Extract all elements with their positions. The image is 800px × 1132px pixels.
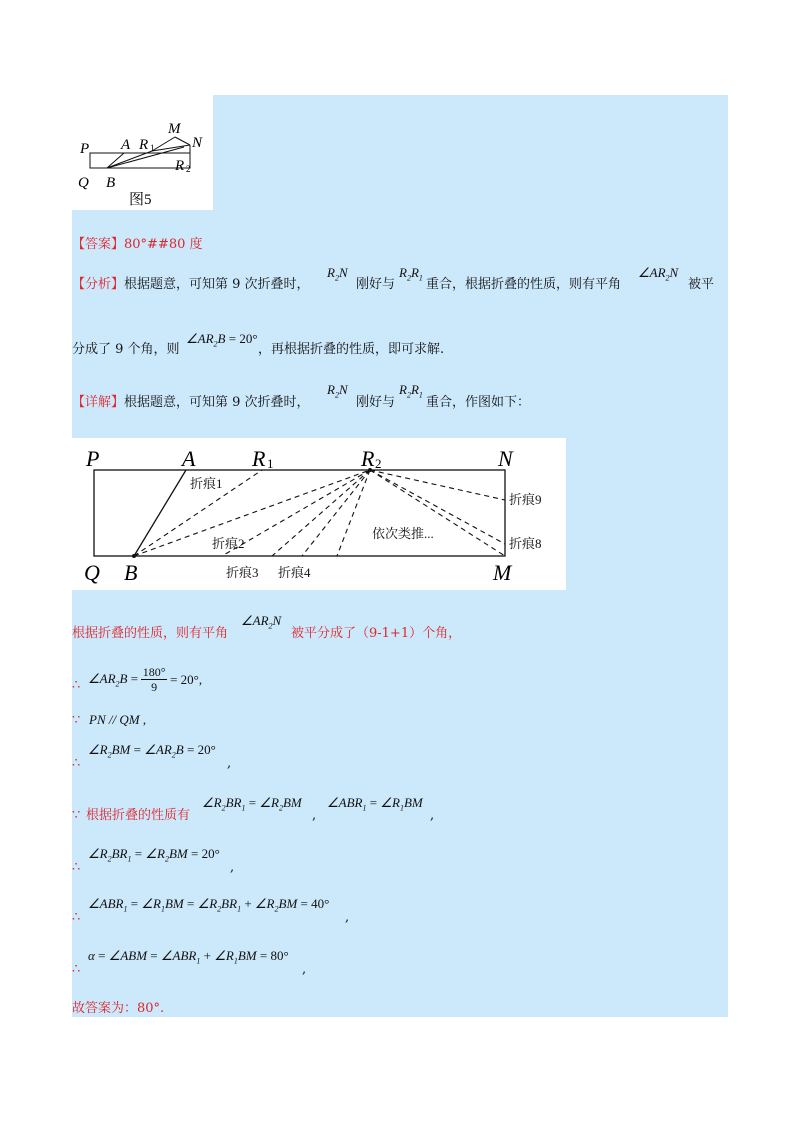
analysis-text-4: 被平 [688,277,715,292]
fig-label-a: A [182,446,196,471]
crease-8-label: 折痕8 [509,536,542,551]
crease-2-label: 折痕2 [212,536,245,551]
math-angle-ar2n-b: $\angle AR_2N$ [241,613,282,631]
comma-1: , [227,756,232,771]
answer-text: 80°##80 度 [124,237,203,252]
analysis-text-3: 重合，根据折叠的性质，则有平角 [426,277,622,292]
fig-label-b: B [124,560,138,585]
final-answer: 故答案为：80°. [72,1001,165,1016]
math-angle-ar2b-20: $\angle AR_2B = 20^\circ$ [186,331,258,349]
answer-tag: 【答案】 [72,237,125,252]
because-sign-2: ∵ [72,808,81,823]
math-fold-eq-1: $\angle R_2BR_1$ = $\angle R_2BM$ [202,795,302,813]
analysis-text-5: 分成了 9 个角，则 [72,342,180,357]
math-r2r1-a: $R_2R_1$ [399,265,423,283]
math-r2n-b: $R_2N$ [327,382,348,400]
fig5-label-r2-sub: 2 [186,164,191,174]
fig5-label-m: M [168,121,181,137]
math-alpha-80: α = ∠ABM = $\angle ABR_1$ + $\angle R_1BM = 80^\circ$ [88,948,289,966]
therefore-sign-5: ∴ [72,962,81,977]
fig-label-m: M [493,560,512,585]
fig5-label-p: P [80,141,90,157]
analysis-text-2: 刚好与 [356,277,396,292]
fig5-label-r1-sub: 1 [150,143,155,153]
analysis-tag: 【分析】 [72,277,125,292]
fig5-label-q: Q [78,175,89,191]
comma-2: , [312,808,317,823]
math-parallel: PN // QM , [89,712,147,727]
comma-6: , [302,962,307,977]
crease-3-label: 折痕3 [226,565,259,580]
fig5-label-b: B [106,175,116,191]
fig5-label-r2: R [175,158,185,174]
fig5-label-r1: R [139,137,149,153]
fig-label-r2-sub: 2 [375,456,382,471]
therefore-sign-4: ∴ [72,910,81,925]
figure-5 [72,95,213,210]
answer-line [72,237,203,253]
fig-label-n: N [498,446,513,471]
comma-4: , [230,860,235,875]
detail-text-1: 根据题意，可知第 9 次折叠时， [124,395,310,410]
step1-text-a: 根据折叠的性质，则有平角 [72,626,229,641]
detail-tag: 【详解】 [72,395,125,410]
math-r2br1-20: $\angle R_2BR_1$ = $\angle R_2BM = 20^\circ$ [88,846,220,864]
fig-label-r2: R [361,446,375,471]
fig-label-q: Q [84,560,100,585]
math-angle-ar2n-a: $\angle AR_2N$ [638,265,679,283]
therefore-sign-3: ∴ [72,860,81,875]
fig5-label-a: A [121,137,131,153]
therefore-sign-2: ∴ [72,756,81,771]
comma-3: , [430,808,435,823]
because-sign-1: ∵ [72,713,81,728]
crease-1-label: 折痕1 [190,476,223,491]
comma-5: , [345,910,350,925]
and-so-on-label: 依次类推... [372,526,434,541]
analysis-text-6: ，再根据折叠的性质，即可求解. [258,342,445,357]
fig5-caption: 图5 [129,192,152,208]
detail-text-2: 刚好与 [356,395,396,410]
fig-label-r1-sub: 1 [267,456,274,471]
crease-4-label: 折痕4 [278,565,311,580]
crease-9-label: 折痕9 [509,492,542,507]
step5-text: 根据折叠的性质有 [86,808,191,823]
math-r2r1-b: $R_2R_1$ [399,382,423,400]
figure-5-drawing [72,95,213,210]
math-fold-eq-2: $\angle ABR_1$ = $\angle R_1BM$ [327,795,423,813]
therefore-sign-1: ∴ [72,678,81,693]
step1-text-b: 被平分成了（9-1+1）个角， [291,626,462,641]
folding-figure-drawing [72,438,566,590]
math-r2n-a: $R_2N$ [327,265,348,283]
math-abr1-40: $\angle ABR_1$ = $\angle R_1BM$ = $\angle R_2BR_1$ + $\angle R_2BM = 40^\circ$ [88,896,330,914]
analysis-text-1: 根据题意，可知第 9 次折叠时， [124,277,310,292]
fig-label-p: P [86,446,100,471]
detail-text-3: 重合，作图如下： [426,395,531,410]
fig5-label-n: N [192,135,203,151]
folding-figure [72,438,566,590]
fig-label-r1: R [252,446,266,471]
math-r2bm-equals: $\angle R_2BM$ = $\angle AR_2B = 20^\circ$ [88,742,216,760]
math-angle-calc: $\angle AR_2B$ = $\frac{180^\circ}{9}$ = 20°, [88,665,203,694]
